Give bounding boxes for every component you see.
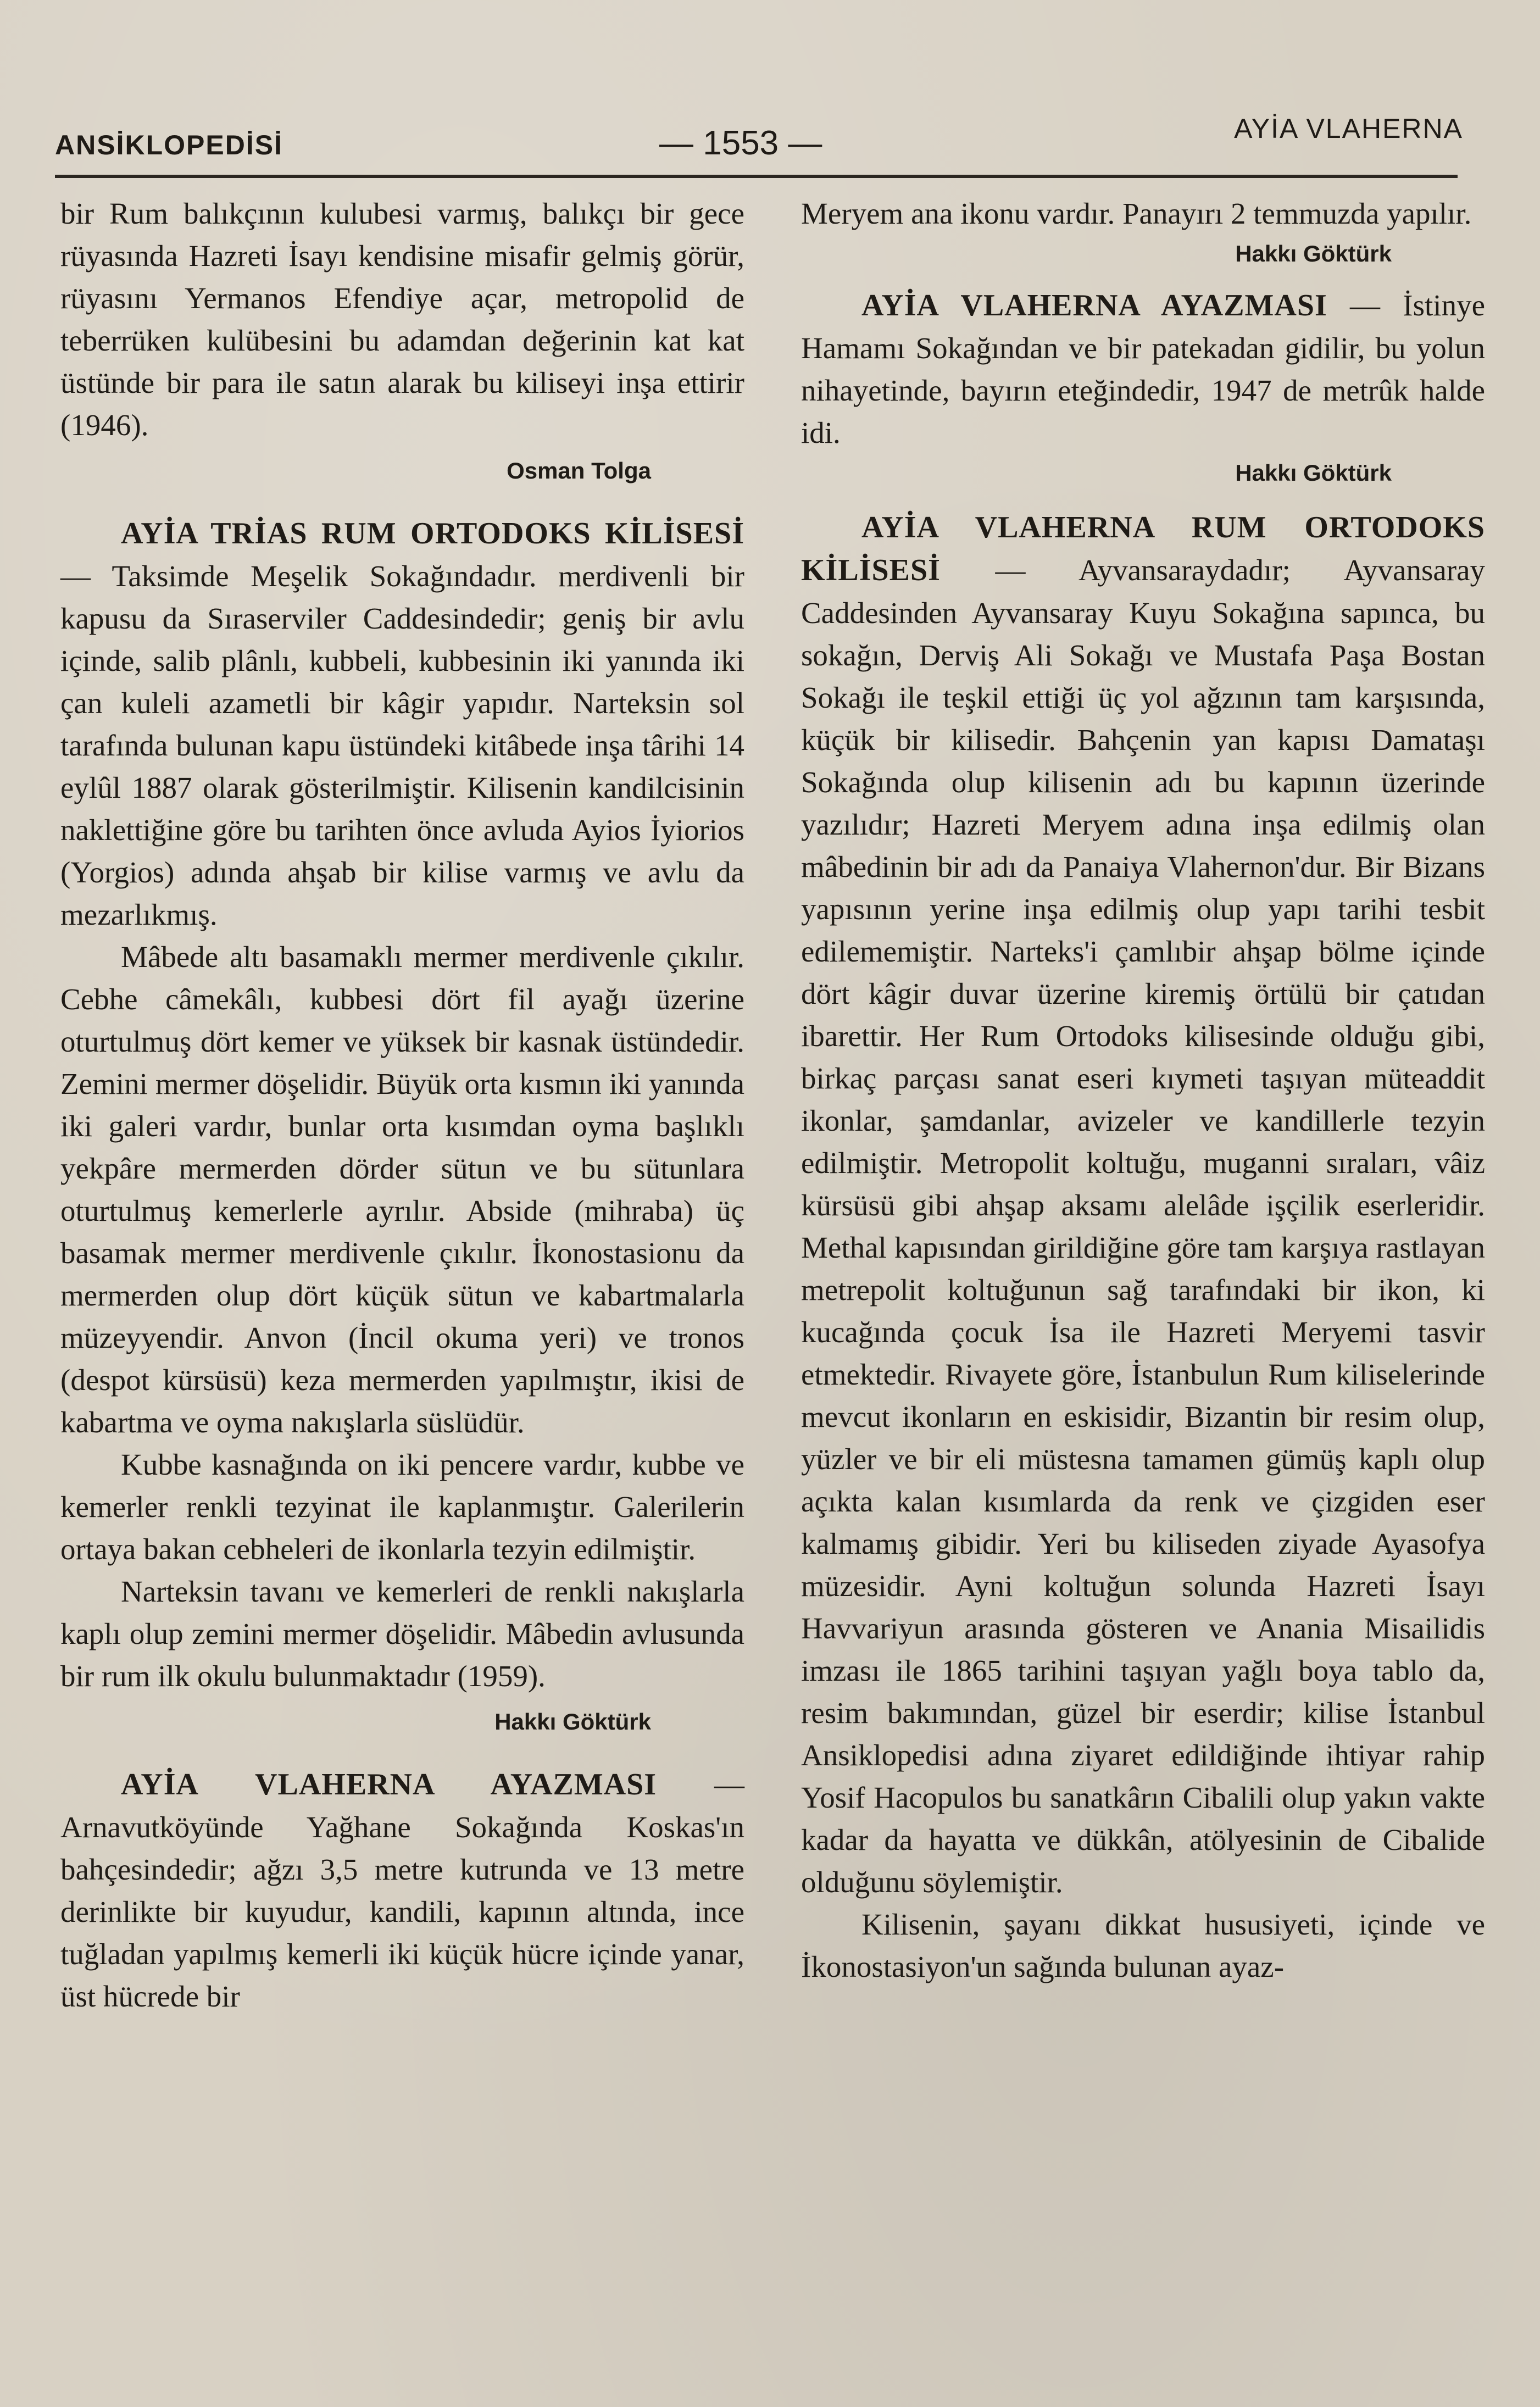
header-rule — [55, 175, 1458, 178]
entry-text: — Taksimde Meşelik Sokağındadır. merdivenli bir kapusu da Sıraserviler Caddesindedir; geniş bir avlu içinde, salib plânlı, kubbeli, kubbesinin iki yanında iki çan kuleli azametli bir kâgir yapıdır. Narteksin sol tarafında bulunan kapu üstündeki kitâbede inşa târihi 14 eylûl 1887 olarak gösterilmiştir. Kilisenin kandilcisinin naklettiğine göre bu tarihten önce avluda Ayios İyiorios (Yorgios) adında ahşab bir kilise varmış ve avlu da mezarlıkmış. — [60, 559, 744, 931]
entry-text: — İstinye Hamamı Sokağından ve bir patekadan gidilir, bu yolun nihayetinde, bayırın eteğindedir, 1947 de metrûk halde idi. — [801, 288, 1485, 449]
entry-paragraph — [801, 506, 1485, 1903]
paragraph: Narteksin tavanı ve kemerleri de renkli nakışlarla kaplı olup zemini mermer döşelidir. Mâbedin avlusunda bir rum ilk okulu bulunmaktadır (1959). — [60, 1575, 744, 1693]
entry-title: AYİA TRİAS RUM ORTODOKS KİLİSESİ — [121, 516, 744, 551]
paragraph: Kilisenin, şayanı dikkat hususiyeti, içinde ve İkonostasiyon'un sağında bulunan ayaz- — [801, 1908, 1485, 1983]
entry-text: — Arnavutköyünde Yağhane Sokağında Koskas'ın bahçesindedir; ağzı 3,5 metre kutrunda ve 13 metre derinlikte bir kuyudur, kandili, kapının altında, ince tuğladan yapılmış kemerli iki küçük hücre içinde yanar, üst hücrede bir — [60, 1767, 745, 2013]
running-header — [55, 113, 1463, 179]
header-right: AYİA VLAHERNA — [1234, 113, 1463, 144]
page-number: — 1553 — — [659, 124, 822, 162]
entry-title: AYİA VLAHERNA AYAZMASI — [121, 1767, 657, 1802]
paragraph: Meryem ana ikonu vardır. Panayırı 2 temmuzda yapılır. — [801, 197, 1472, 230]
author-signature: Hakkı Göktürk — [1235, 460, 1392, 486]
right-column — [801, 192, 1485, 1988]
entry-paragraph — [60, 512, 744, 936]
left-column — [60, 192, 744, 2017]
entry-title: AYİA VLAHERNA AYAZMASI — [861, 288, 1327, 323]
entry-paragraph — [801, 284, 1485, 454]
author-signature: Hakkı Göktürk — [1235, 241, 1392, 266]
entry-paragraph — [60, 1763, 744, 2017]
author-signature: Hakkı Göktürk — [494, 1709, 651, 1735]
paragraph: bir Rum balıkçının kulubesi varmış, balıkçı bir gece rüyasında Hazreti İsayı kendisine misafir gelmiş görür, rüyasını Yermanos Efendiye açar, metropolid de teberrüken kulübesini bu adamdan değerinin kat kat üstünde bir para ile satın alarak bu kiliseyi inşa ettirir (1946). — [60, 197, 744, 442]
entry-title: AYİA VLAHERNA RUM ORTODOKS KİLİSESİ — [801, 510, 1485, 587]
paragraph: Mâbede altı basamaklı mermer merdivenle çıkılır. Cebhe câmekâlı, kubbesi dört fil ayağı üzerine oturtulmuş dört kemer ve yüksek bir kasnak üstündedir. Zemini mermer döşelidir. Büyük orta kısmın iki yanında iki galeri vardır, bunlar orta kısımdan oyma başlıklı yekpâre mermerden dörder sütun ve bu sütunlara oturtulmuş kemerlerle ayrılır. Abside (mihraba) üç basamak mermer merdivenle çıkılır. İkonostasionu da mermerden olup dört küçük sütun ve kabartmalarla müzeyyendir. Anvon (İncil okuma yeri) ve tronos (despot kürsüsü) keza mermerden yapılmıştır, ikisi de kabartma ve oyma nakışlarla süslüdür. — [60, 940, 744, 1439]
author-signature: Osman Tolga — [507, 458, 651, 483]
header-left: ANSİKLOPEDİSİ — [55, 130, 283, 160]
paragraph: Kubbe kasnağında on iki pencere vardır, kubbe ve kemerler renkli tezyinat ile kaplanmıştır. Galerilerin ortaya bakan cebheleri de ikonlarla tezyin edilmiştir. — [60, 1448, 744, 1566]
entry-text: — Ayvansaraydadır; Ayvansaray Caddesinden Ayvansaray Kuyu Sokağına sapınca, bu sokağın, Derviş Ali Sokağı ve Mustafa Paşa Bostan Sokağı ile teşkil ettiği üç yol ağzının tam karşısında, küçük bir kilisedir. Bahçenin yan kapısı Damataşı Sokağında olup kilisenin adı bu kapının üzerinde yazılıdır; Hazreti Meryem adına inşa edilmiş olan mâbedinin bir adı da Panaiya Vlahernon'dur. Bir Bizans yapısının yerine inşa edilmiş olup yapı tarihi tesbit edilememiştir. Narteks'i çamlıbir ahşap bölme içinde dört kâgir duvar üzerine kiremiş örtülü bir çatıdan ibarettir. Her Rum Ortodoks kilisesinde olduğu gibi, birkaç parçası sanat eseri kıymeti taşıyan müteaddit ikonlar, şamdanlar, avizeler ve kandillerle tezyin edilmiştir. Metropolit koltuğu, muganni sıraları, vâiz kürsüsü gibi ahşap aksamı alelâde işçilik eserleridir. Methal kapısından girildiğine göre tam karşıya rastlayan metrepolit koltuğunun sağ tarafındaki bir ikon, ki kucağında çocuk İsa ile Hazreti Meryemi tasvir etmektedir. Rivayete göre, İstanbulun Rum kiliselerinde mevcut ikonların en eskisidir, Bizantin bir resim olup, yüzler ve bir eli müstesna tamamen gümüş kaplı olup açıkta kalan kısımlarda da renk ve çizgiden eser kalmamış gibidir. Yeri bu kiliseden ziyade Ayasofya müzesidir. Ayni koltuğun solunda Hazreti İsayı Havvariyun arasında gösteren ve Anania Misailidis imzası ile 1865 tarihini taşıyan yağlı boya tablo da, resim bakımından, güzel bir eserdir; kilise İstanbul Ansiklopedisi adına ziyaret edildiğinde ihtiyar rahip Yosif Hacopulos bu sanatkârın Cibalili olup yakın vakte kadar da hayatta ve dükkân, atölyesinin de Cibalide olduğunu söylemiştir. — [801, 553, 1485, 1899]
